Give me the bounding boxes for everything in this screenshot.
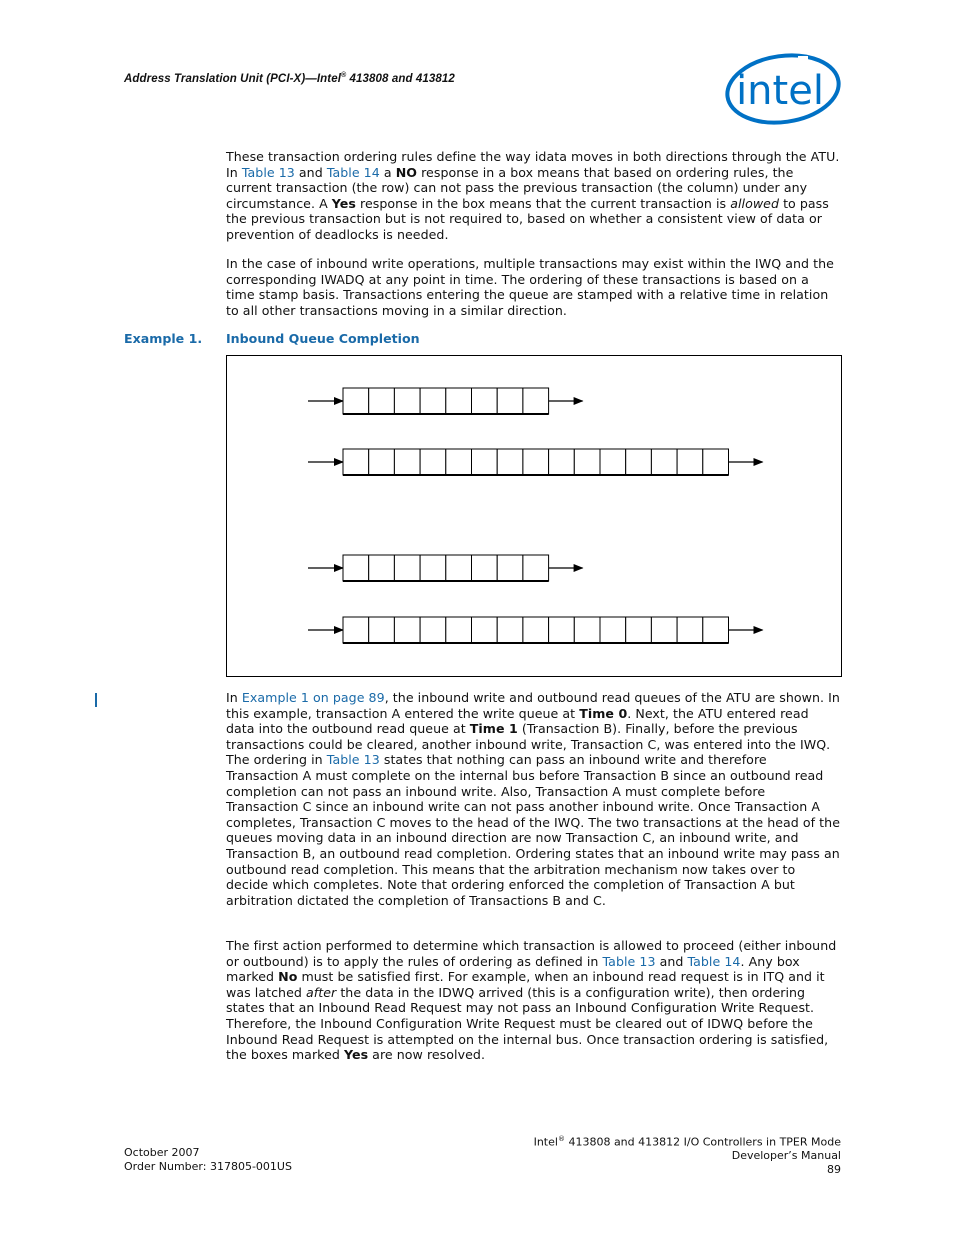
queue-slot [497,617,523,643]
queue-slot [703,449,729,475]
queue-slot [343,555,369,581]
queue-slot [549,617,575,643]
link-table-13-c[interactable]: Table 13 [602,953,656,969]
queue-slot [446,617,472,643]
queue-slot [472,388,498,414]
queue-slot [369,617,395,643]
queue-slot [497,555,523,581]
queue-slot [369,555,395,581]
revision-change-bar [95,693,97,707]
link-table-13-b[interactable]: Table 13 [326,752,380,768]
queue-slot [343,388,369,414]
footer-order-number: Order Number: 317805-001US [124,1159,292,1173]
footer-page-number: 89 [827,1162,841,1176]
queue-slot [574,449,600,475]
queue-slot [446,555,472,581]
queue-slot [600,449,626,475]
queue-slot [523,555,549,581]
queue-slot [651,449,677,475]
paragraph-example-explanation: In Example 1 on page 89, the inbound write and outbound read queues of the ATU are shown. In this example, transaction A entered the write queue at Time 0. Next, the ATU entered read data into the outbound read queue at Time 1 (Transaction B). Finally, before the previous transactions could be cleared, another inbound write, Transaction C, was entered into the IWQ. The ordering in Table 13 states that nothing can pass an inbound write and therefore Transaction A must complete on the internal bus before Transaction B since an outbound read completion can not pass an inbound write. Also, Transaction A must complete before Transaction C since an inbound write can not pass another inbound write. Once Transaction A completes, Transaction C moves to the head of the IWQ. The two transactions at the head of the queues moving data in an inbound direction are now Transaction C, an inbound write, and Transaction B, an outbound read completion. Ordering states that an inbound write may pass an outbound read completion. This means that the arbitration mechanism now takes over to decide which completes. Note that ordering enforced the completion of Transaction A but arbitration dictated the completion of Transactions B and C. [226,690,840,908]
queue-slot [420,617,446,643]
running-header: Address Translation Unit (PCI-X)—Intel® 413808 and 413812 [124,72,455,85]
queue-slot [472,617,498,643]
queue-slot [394,555,420,581]
link-example-1[interactable]: Example 1 on page 89 [241,690,385,705]
paragraph-first-action: The first action performed to determine which transaction is allowed to proceed (either inbound or outbound) is to apply the rules of ordering as defined in Table 13 and Table 14. Any box marked No must be satisfied first. For example, when an inbound read request is in ITQ and it was latched after the data in the IDWQ arrived (this is a configuration write), then ordering states that an Inbound Read Request may not pass an Inbound Configuration Write Request. Therefore, the Inbound Configuration Write Request must be cleared out of IDWQ before the Inbound Read Request is attempted on the internal bus. Once transaction ordering is satisfied, the boxes marked Yes are now resolved. [226,938,837,1063]
queue-slot [369,388,395,414]
queue-slot [420,555,446,581]
queue-slot [446,449,472,475]
example-title: Inbound Queue Completion [226,331,420,346]
queue-slot [472,449,498,475]
queue-slot [651,617,677,643]
paragraph-ordering-rules: These transaction ordering rules define the way idata moves in both directions through the ATU. In Table 13 and Table 14 a NO response in a box means that based on ordering rules, the current transaction (the row) can not pass the previous transaction (the column) under any circumstance. A Yes response in the box means that the current transaction is allowed to pass the previous transaction but is not required to, based on whether a consistent view of data or prevention of deadlocks is needed. [226,149,840,242]
paragraph-inbound-write: In the case of inbound write operations, multiple transactions may exist within the IWQ and the corresponding IWADQ at any point in time. The ordering of these transactions is based on a time stamp basis. Transactions entering the queue are stamped with a relative time in relation to all other transactions moving in a similar direction. [226,256,834,318]
queue-slot [446,388,472,414]
queue-slot [549,449,575,475]
queue-slot [677,617,703,643]
link-table-13[interactable]: Table 13 [241,164,295,180]
footer-right [534,1133,841,1176]
queue-slot [394,617,420,643]
queue-slot [420,449,446,475]
queue-slot [472,555,498,581]
queue-3 [308,555,583,581]
queue-slot [394,388,420,414]
footer-date: October 2007 [124,1146,200,1159]
queue-slot [343,617,369,643]
queue-slot [497,449,523,475]
queue-1 [308,388,583,414]
queue-slot [523,617,549,643]
intel-logo [724,50,842,128]
queue-slot [369,449,395,475]
queue-diagram-svg [227,356,841,676]
queue-diagram [226,355,842,677]
queue-slot [626,449,652,475]
queue-slot [497,388,523,414]
queue-slot [523,388,549,414]
link-table-14[interactable]: Table 14 [326,164,380,180]
queue-slot [677,449,703,475]
queue-slot [523,449,549,475]
logo-wordmark: intel [736,68,824,114]
queue-slot [600,617,626,643]
queue-slot [343,449,369,475]
queue-slot [394,449,420,475]
link-table-14-b[interactable]: Table 14 [687,953,741,969]
queue-slot [420,388,446,414]
queue-slot [626,617,652,643]
queue-slot [703,617,729,643]
queue-4 [308,617,763,643]
example-label: Example 1. [124,331,203,346]
footer-manual: Developer’s Manual [731,1149,841,1163]
queue-2 [308,449,763,475]
footer-left [124,1146,292,1173]
queue-slot [574,617,600,643]
footer-doc-title: Intel® 413808 and 413812 I/O Controllers in TPER Mode [533,1135,841,1149]
